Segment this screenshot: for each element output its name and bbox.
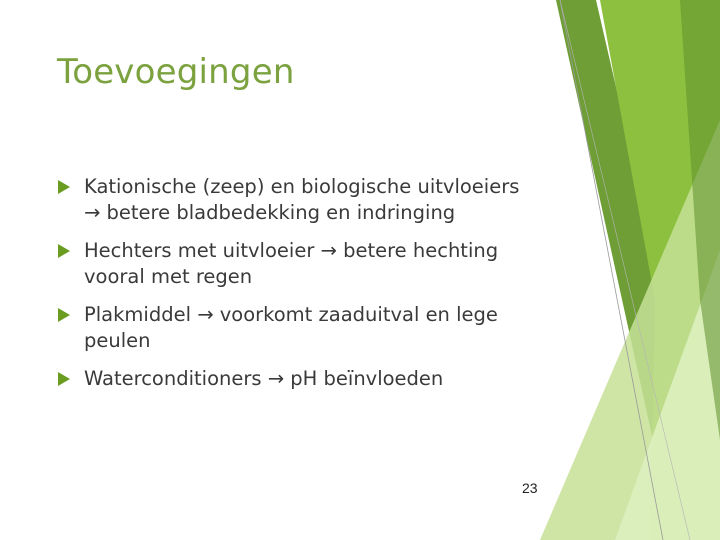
slide-title: Toevoegingen: [57, 52, 295, 92]
triangle-right-icon: [58, 244, 70, 258]
bullet-text: Hechters met uitvloeier → betere hechting vooral met regen: [84, 239, 499, 288]
bullet-item: [58, 302, 528, 354]
bullet-item: [58, 174, 528, 226]
bullet-item: [58, 238, 528, 290]
page-number: 23: [522, 480, 538, 496]
bullet-text: Waterconditioners → pH beïnvloeden: [84, 367, 444, 390]
bullet-text: Kationische (zeep) en biologische uitvloeiers → betere bladbedekking en indringing: [84, 175, 520, 224]
bullet-list: [58, 174, 528, 404]
triangle-right-icon: [58, 308, 70, 322]
triangle-right-icon: [58, 180, 70, 194]
bullet-item: [58, 366, 528, 392]
bullet-text: Plakmiddel → voorkomt zaaduitval en lege peulen: [84, 303, 498, 352]
triangle-right-icon: [58, 372, 70, 386]
